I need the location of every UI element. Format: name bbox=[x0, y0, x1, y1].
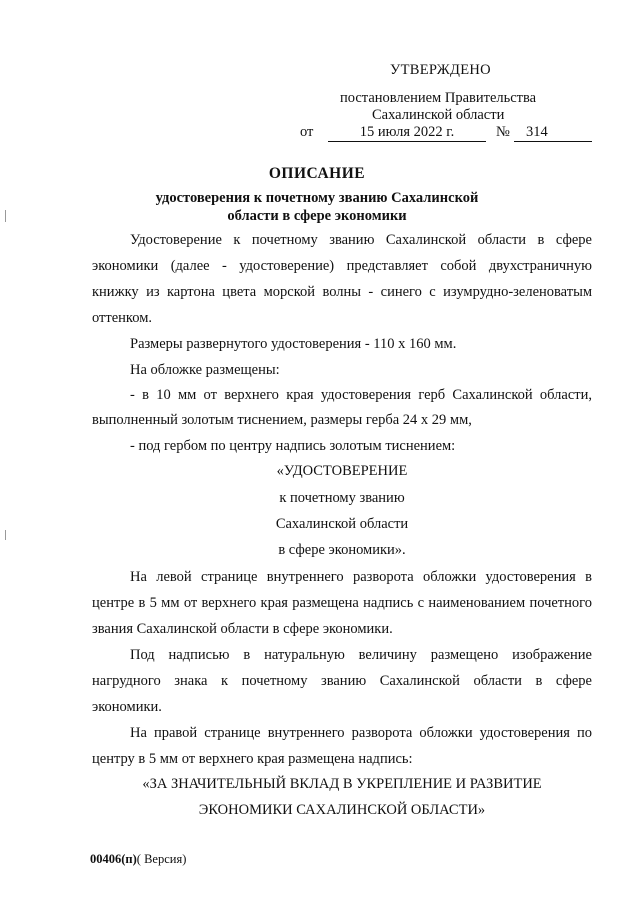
date-prefix: от bbox=[300, 124, 314, 140]
paragraph-line: центре в 5 мм от верхнего края размещена надпись с наименованием почетного bbox=[92, 595, 592, 611]
approval-heading: УТВЕРЖДЕНО bbox=[390, 62, 491, 78]
document-subtitle bbox=[0, 189, 634, 225]
paragraph-line: книжку из картона цвета морской волны - синего с изумрудно-зеленоватым bbox=[92, 284, 592, 300]
approval-line-2: Сахалинской области bbox=[372, 107, 505, 123]
quote-line: в сфере экономики». bbox=[278, 542, 406, 558]
paragraph-line: На обложке размещены: bbox=[130, 362, 280, 378]
paragraph-line: На правой странице внутреннего разворота обложки удостоверения по bbox=[130, 725, 592, 741]
number-sign: № bbox=[496, 124, 510, 140]
subtitle-line-1: удостоверения к почетному званию Сахалинской bbox=[155, 190, 479, 206]
paragraph-line: оттенком. bbox=[92, 310, 153, 326]
approval-date-row bbox=[300, 124, 592, 142]
paragraph-line: На левой странице внутреннего разворота обложки удостоверения в bbox=[130, 569, 592, 585]
quote-line: «УДОСТОВЕРЕНИЕ bbox=[276, 463, 408, 479]
approval-date: 15 июля 2022 г. bbox=[328, 124, 486, 142]
approval-line-1: постановлением Правительства bbox=[340, 90, 537, 106]
paragraph-line: - в 10 мм от верхнего края удостоверения герб Сахалинской области, bbox=[130, 387, 592, 403]
paragraph-line: экономики. bbox=[92, 699, 162, 715]
paragraph-line: экономики (далее - удостоверение) представляет собой двухстраничную bbox=[92, 258, 592, 274]
document-footer bbox=[90, 852, 186, 867]
paragraph-line: центру в 5 мм от верхнего края размещена надпись: bbox=[92, 751, 413, 767]
quote-line: к почетному званию bbox=[279, 490, 405, 506]
paragraph-line: нагрудного знака к почетному званию Сахалинской области в сфере bbox=[92, 673, 592, 689]
document-title: ОПИСАНИЕ bbox=[268, 165, 366, 182]
subtitle-line-2: области в сфере экономики bbox=[227, 208, 407, 224]
quote-line: ЭКОНОМИКИ САХАЛИНСКОЙ ОБЛАСТИ» bbox=[198, 802, 486, 818]
paragraph-line: Под надписью в натуральную величину размещено изображение bbox=[130, 647, 592, 663]
paragraph-line: Удостоверение к почетному званию Сахалинской области в сфере bbox=[130, 232, 592, 248]
paragraph-line: выполненный золотым тиснением, размеры герба 24 х 29 мм, bbox=[92, 412, 472, 428]
paragraph-line: Размеры развернутого удостоверения - 110 х 160 мм. bbox=[130, 336, 457, 352]
document-code: 00406(п) bbox=[90, 852, 137, 866]
document-version: ( Версия) bbox=[136, 852, 187, 866]
paragraph-line: - под гербом по центру надпись золотым тиснением: bbox=[130, 438, 456, 454]
quote-line: Сахалинской области bbox=[275, 516, 409, 532]
approval-number: 314 bbox=[526, 124, 548, 140]
paragraph-line: звания Сахалинской области в сфере экономики. bbox=[92, 621, 393, 637]
quote-line: «ЗА ЗНАЧИТЕЛЬНЫЙ ВКЛАД В УКРЕПЛЕНИЕ И РАЗВИТИЕ bbox=[142, 776, 542, 792]
approval-number-field bbox=[514, 124, 592, 142]
